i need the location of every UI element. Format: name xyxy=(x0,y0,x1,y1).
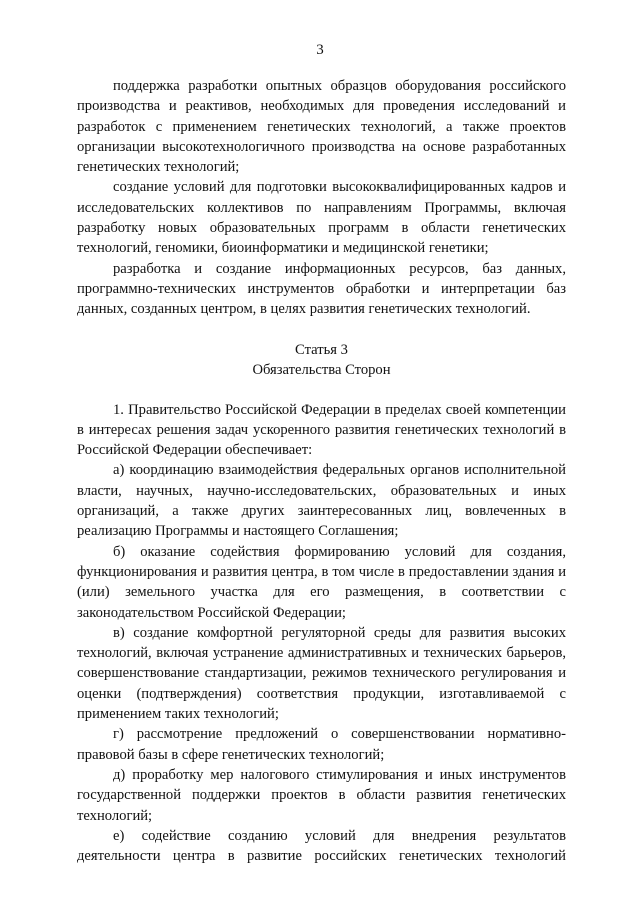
list-item-b: б) оказание содействия формированию условий для создания, функционирования и развития центра, в том числе в предоставлении здания и (или) земельного участка для его размещения, в соответствии с законодательством Российской Федерации; xyxy=(77,543,566,621)
paragraph-equipment-support: поддержка разработки опытных образцов оборудования российского производства и реактивов, необходимых для проведения исследований и разработок с применением генетических технологий, а также проектов организации высокотехнологичного производства на основе разработанных генетических технологий; xyxy=(77,78,566,176)
article-heading xyxy=(77,340,566,380)
page-number: 3 xyxy=(316,42,324,58)
article-title: Обязательства Сторон xyxy=(252,361,391,378)
list-item-d: д) проработку мер налогового стимулирования и иных инструментов государственной поддержки проектов в области развития генетических технологий; xyxy=(77,766,566,824)
list-item-e: е) содействие созданию условий для внедрения результатов деятельности центра в развитие российских генетических технологий xyxy=(77,827,566,865)
article-number: Статья 3 xyxy=(295,341,348,358)
document-body xyxy=(77,76,566,866)
list-item-g: г) рассмотрение предложений о совершенствовании нормативно-правовой базы в сфере генетических технологий; xyxy=(77,726,566,763)
list-item-v: в) создание комфортной регуляторной среды для развития высоких технологий, включая устранение административных и технических барьеров, совершенствование стандартизации, режимов технического регулирования и оценки (подтверждения) соответствия продукции, изготавливаемой с применением таких технологий; xyxy=(77,624,566,723)
paragraph-personnel-training: создание условий для подготовки высококвалифицированных кадров и исследовательских коллективов по направлениям Программы, включая разработку новых образовательных программ в области генетических технологий, геномики, биоинформатики и медицинской генетики; xyxy=(77,179,566,257)
paragraph-government-obligations: 1. Правительство Российской Федерации в пределах своей компетенции в интересах решения задач ускоренного развития генетических технологий в Российской Федерации обеспечивает: xyxy=(77,401,566,459)
list-item-a: а) координацию взаимодействия федеральных органов исполнительной власти, научных, научно-исследовательских, образовательных и иных организаций, а также других заинтересованных лиц, вовлеченных в реализацию Программы и настоящего Соглашения; xyxy=(77,462,566,540)
paragraph-information-resources: разработка и создание информационных ресурсов, баз данных, программно-технических инструментов обработки и интерпретации баз данных, созданных центром, в целях развития генетических технологий. xyxy=(77,260,566,318)
